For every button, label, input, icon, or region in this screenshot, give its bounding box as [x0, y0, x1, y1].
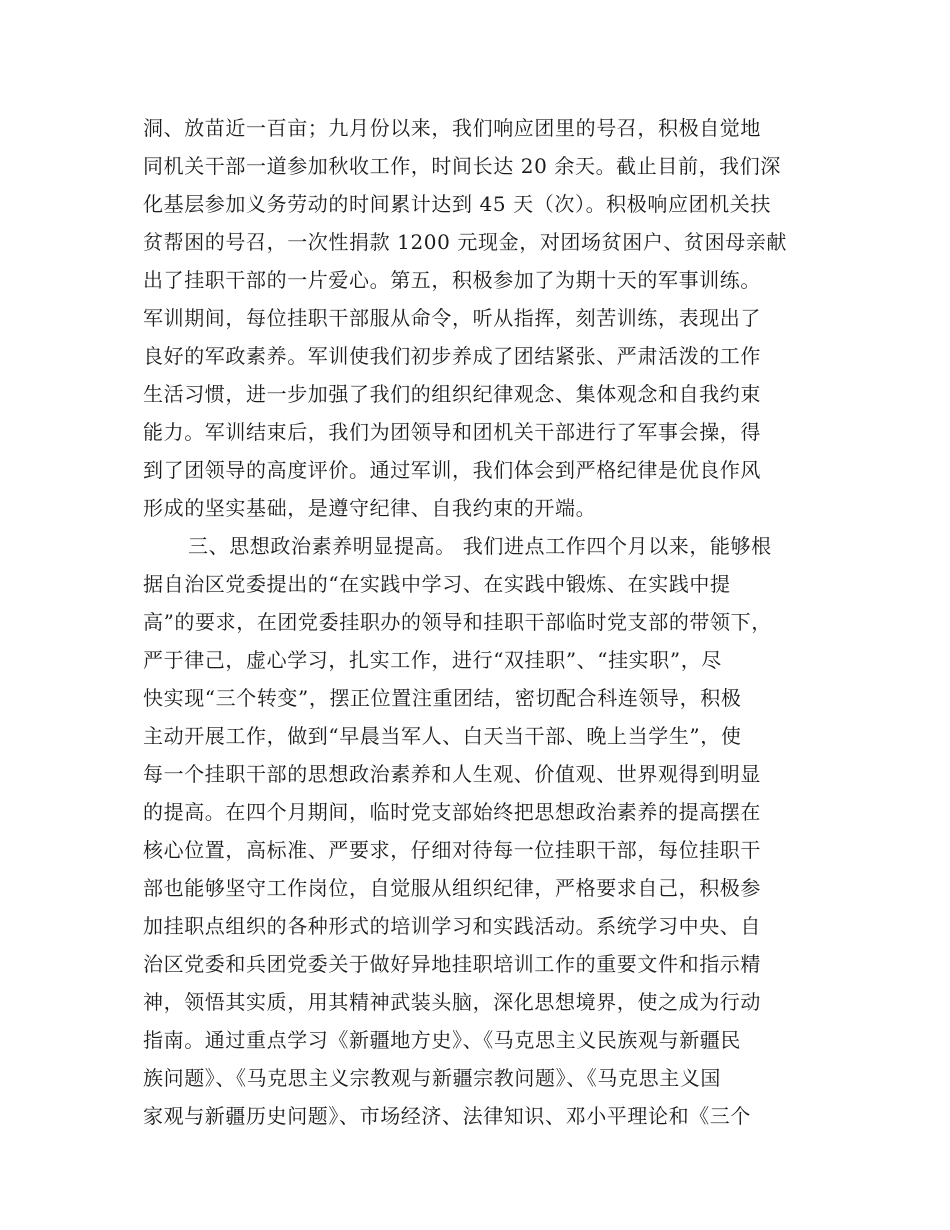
text-line: 加挂职点组织的各种形式的培训学习和实践活动。系统学习中央、自: [143, 914, 761, 938]
text-line: 洞、放苗近一百亩；九月份以来，我们响应团里的号召，积极自觉地: [143, 116, 761, 140]
text-line: 部也能够坚守工作岗位，自觉服从组织纪律，严格要求自己，积极参: [143, 876, 761, 900]
text-line: 同机关干部一道参加秋收工作，时间长达 20 余天。截止目前，我们深: [143, 154, 781, 178]
text-line: 主动开展工作，做到“早晨当军人、白天当干部、晚上当学生”，使: [143, 724, 742, 748]
text-line: 出了挂职干部的一片爱心。第五，积极参加了为期十天的军事训练。: [143, 268, 761, 292]
text-line: 生活习惯，进一步加强了我们的组织纪律观念、集体观念和自我约束: [143, 382, 761, 406]
text-line: 形成的坚实基础，是遵守纪律、自我约束的开端。: [143, 496, 597, 520]
text-line: 每一个挂职干部的思想政治素养和人生观、价值观、世界观得到明显: [143, 762, 761, 786]
text-line: 快实现“三个转变”，摆正位置注重团结，密切配合科连领导，积极: [143, 686, 742, 710]
text-line: 化基层参加义务劳动的时间累计达到 45 天（次）。积极响应团机关扶: [143, 192, 771, 216]
text-line: 贫帮困的号召，一次性捐款 1200 元现金，对团场贫困户、贫困母亲献: [143, 230, 788, 254]
text-line: 核心位置，高标准、严要求，仔细对待每一位挂职干部，每位挂职干: [143, 838, 761, 862]
text-line: 能力。军训结束后，我们为团领导和团机关干部进行了军事会操，得: [143, 420, 761, 444]
text-line: 族问题》、《马克思主义宗教观与新疆宗教问题》、《马克思主义国: [143, 1066, 721, 1090]
text-line: 神，领悟其实质，用其精神武装头脑，深化思想境界，使之成为行动: [143, 990, 761, 1014]
text-line: 严于律己，虚心学习，扎实工作，进行“双挂职”、“挂实职”，尽: [143, 648, 722, 672]
text-line: 到了团领导的高度评价。通过军训，我们体会到严格纪律是优良作风: [143, 458, 761, 482]
text-line: 指南。通过重点学习《新疆地方史》、《马克思主义民族观与新疆民: [143, 1028, 741, 1052]
text-line: 家观与新疆历史问题》、市场经济、法律知识、邓小平理论和《三个: [143, 1104, 751, 1128]
text-line: 据自治区党委提出的“在实践中学习、在实践中锻炼、在实践中提: [143, 572, 731, 596]
text-line: 良好的军政素养。军训使我们初步养成了团结紧张、严肃活泼的工作: [143, 344, 761, 368]
section-heading-line: 三、思想政治素养明显提高。 我们进点工作四个月以来，能够根: [188, 534, 772, 558]
text-line: 军训期间，每位挂职干部服从命令，听从指挥，刻苦训练，表现出了: [143, 306, 761, 330]
text-line: 高”的要求，在团党委挂职办的领导和挂职干部临时党支部的带领下，: [143, 610, 772, 634]
text-line: 治区党委和兵团党委关于做好异地挂职培训工作的重要文件和指示精: [143, 952, 761, 976]
text-line: 的提高。在四个月期间，临时党支部始终把思想政治素养的提高摆在: [143, 800, 761, 824]
